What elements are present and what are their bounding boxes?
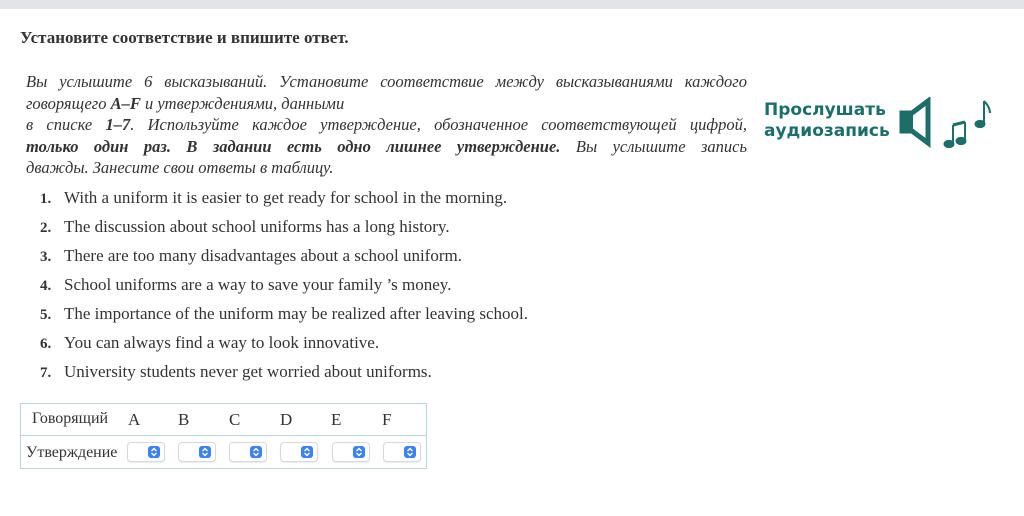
column-b: B — [178, 410, 190, 429]
column-e: E — [331, 410, 342, 429]
answer-table — [20, 403, 427, 469]
statement-item: 3. There are too many disadvantages about a school uniform. — [40, 246, 462, 265]
column-c: C — [229, 410, 241, 429]
instructions-line-3: в списке 1–7. Используйте каждое утверждение, обозначенное соответствующей цифрой, — [26, 115, 747, 134]
task-title: Установите соответствие и впишите ответ. — [20, 28, 349, 47]
select-a[interactable] — [127, 442, 165, 462]
chevron-updown-icon — [404, 446, 416, 458]
statement-item: 6. You can always find a way to look innovative. — [40, 333, 380, 352]
answer-table-header-row — [21, 404, 426, 436]
statement-item: 2. The discussion about school uniforms has a long history. — [40, 217, 450, 236]
statement-item: 7. University students never get worried about uniforms. — [40, 362, 432, 381]
select-c[interactable] — [229, 442, 267, 462]
column-d: D — [280, 410, 293, 429]
select-e[interactable] — [332, 442, 370, 462]
top-bar — [0, 0, 1024, 9]
statement-item: 5. The importance of the uniform may be realized after leaving school. — [40, 304, 529, 323]
chevron-updown-icon — [353, 446, 365, 458]
music-notes-icon — [944, 101, 990, 148]
chevron-updown-icon — [250, 446, 262, 458]
statements-list — [40, 188, 528, 391]
speaker-icon[interactable] — [901, 101, 928, 143]
chevron-updown-icon — [199, 446, 211, 458]
select-b[interactable] — [178, 442, 216, 462]
instructions-line-1: Вы услышите 6 высказываний. Установите соответствие между высказываниями каждого — [26, 72, 747, 91]
instructions-line-2: говорящего A–F и утверждениями, данными — [26, 93, 345, 113]
statement-item: 4. School uniforms are a way to save your family ’s money. — [40, 275, 452, 294]
column-a: A — [128, 410, 141, 429]
select-d[interactable] — [280, 442, 318, 462]
statement-label: Утверждение — [26, 444, 118, 461]
select-f[interactable] — [383, 442, 421, 462]
chevron-updown-icon — [148, 446, 160, 458]
chevron-updown-icon — [301, 446, 313, 458]
speaker-label: Говорящий — [32, 410, 109, 427]
audio-icons[interactable] — [898, 97, 994, 153]
instructions-line-5: дважды. Занесите свои ответы в таблицу. — [26, 158, 334, 177]
column-f: F — [382, 410, 392, 429]
audio-link-line-1: Прослушать — [764, 100, 886, 120]
audio-link-line-2: аудиозапись — [764, 121, 890, 141]
instructions-line-4: только один раз. В задании есть одно лишнее утверждение. Вы услышите запись — [26, 136, 747, 156]
play-audio-link[interactable] — [764, 100, 890, 142]
statement-item: 1. With a uniform it is easier to get ready for school in the morning. — [40, 188, 508, 207]
task-instructions — [26, 71, 747, 179]
